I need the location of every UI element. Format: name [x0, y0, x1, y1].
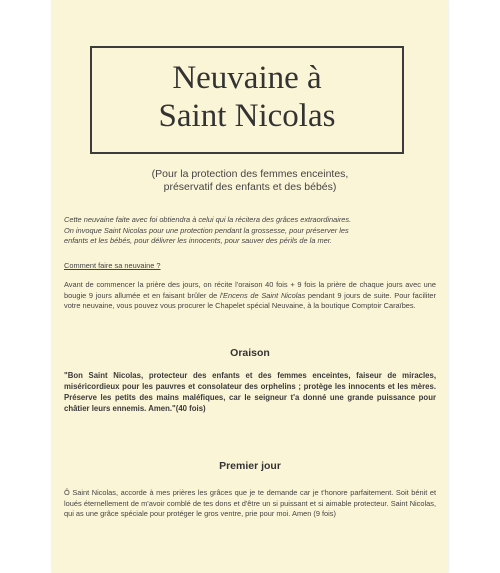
oraison-heading: Oraison — [230, 347, 270, 359]
howto-text-italic: l'Encens de Saint Nicolas — [220, 290, 306, 300]
howto-text-part-2: pendant 9 jours de suite. Pour faciliter votre neuvaine, vous pouvez vous procurer le Chapelet spécial Neuvaine, à la boutique Comptoir Caraïbes. — [64, 290, 437, 311]
day1-heading: Premier jour — [219, 460, 281, 472]
title-line-2: Saint Nicolas — [158, 98, 336, 134]
intro-paragraph — [64, 215, 436, 247]
title-box — [90, 46, 404, 154]
title-line-1: Neuvaine à — [172, 60, 322, 96]
intro-line-1: Cette neuvaine faite avec foi obtiendra à celui qui la récitera des grâces extraordinaires. — [64, 215, 352, 224]
howto-text-part-1: Avant de commencer la prière des jours, on récite l'oraison 40 fois + 9 fois la prière de chaque jours avec une bougie 9 jours allumée et en faisant brûler de — [64, 280, 436, 300]
day1-text: Ô Saint Nicolas, accorde à mes prières les grâces que je te demande car je t'honore parfaitement. Soit bénit et loués éternellement de m'avoir comblé de tes dons et d'être un si puissant et si aimable protecteur. Saint Nicolas, qui as une grâce spéciale pour protéger le gros ventre, prie pour moi. Amen (9 fois) — [64, 488, 436, 519]
intro-line-3: enfants et les bébés, pour délivrer les innocents, pour sauver des périls de la mer. — [64, 236, 332, 245]
howto-heading: Comment faire sa neuvaine ? — [64, 261, 161, 270]
subtitle-line-1: (Pour la protection des femmes enceintes, — [151, 168, 349, 180]
oraison-text: "Bon Saint Nicolas, protecteur des enfants et des femmes enceintes, faiseur de miracles, miséricordieux pour les pauvres et consolateur des orphelins ; protège les innocents et les mères. Préserve les petits des mains maléfiques, car le seigneur t'a donné une grande puissance pour châtier leurs ennemis. Amen."(40 fois) — [64, 371, 436, 413]
subtitle — [82, 168, 418, 194]
subtitle-line-2: préservatif des enfants et des bébés) — [163, 181, 337, 193]
document-page — [52, 0, 448, 573]
intro-line-2: On invoque Saint Nicolas pour une protection pendant la grossesse, pour préserver les — [64, 225, 349, 235]
howto-paragraph — [64, 280, 436, 312]
